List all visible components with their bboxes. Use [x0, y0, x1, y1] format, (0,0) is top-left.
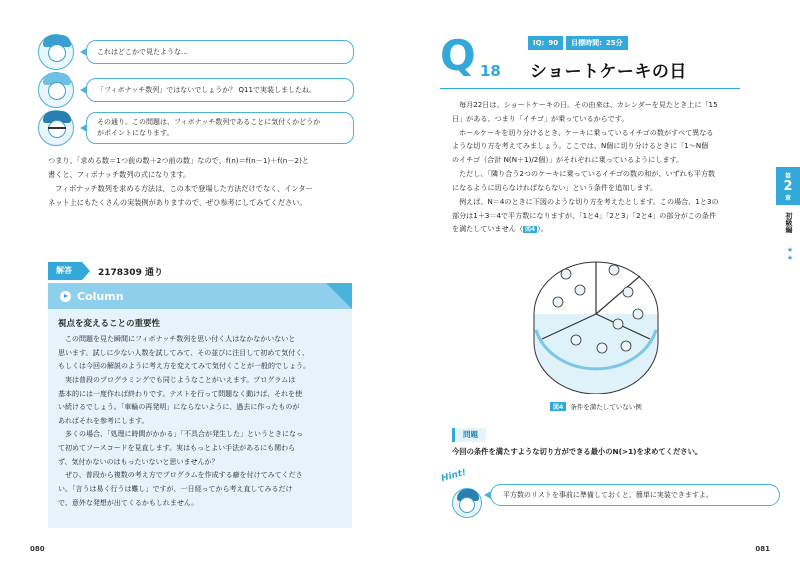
- body-line-text: ）。: [537, 224, 548, 234]
- column-line: 思います。試しに少ない人数を試してみて、その並びに注目して初めて気付く、: [58, 348, 310, 357]
- column-box: [48, 283, 352, 528]
- column-line: あればそれを参考にします。: [58, 416, 149, 425]
- dialogue-text: 「フィボナッチ数列」ではないでしょうか？ Q11で実装しましたね。: [97, 86, 316, 94]
- iq-tag: [528, 36, 563, 50]
- cake-illustration: [530, 244, 670, 394]
- chapter-number: 2: [783, 178, 793, 194]
- dialogue-row-3: [38, 110, 354, 146]
- hint-bubble: [490, 484, 780, 506]
- page-number: 081: [755, 545, 770, 553]
- column-title: Column: [77, 289, 124, 303]
- body-line: ただし、「隣り合う2つのケーキに乗っているイチゴの数の和が、いずれも平方数: [452, 169, 716, 179]
- column-body: [58, 333, 344, 510]
- question-title: ショートケーキの日: [530, 62, 687, 82]
- dialogue-text: これはどこかで見たような…: [97, 48, 188, 56]
- chapter-suffix: 章: [784, 194, 791, 202]
- body-line: ような切り方を考えてみましょう。ここでは、N個に切り分けるときに「1～N個: [452, 141, 709, 151]
- figure-caption-text: 条件を満たしていない例: [570, 403, 642, 411]
- column-line: ぜひ、普段から複数の考え方でプログラムを作成する癖を付けてみてくださ: [58, 471, 303, 480]
- body-line: 日」がある、つまり「イチゴ」が乗っているからです。: [452, 113, 629, 123]
- body-line: になるように切らなければならない」という条件を追加します。: [452, 182, 658, 192]
- meta-tags: [528, 36, 631, 50]
- column-subtitle: 視点を変えることの重要性: [58, 319, 161, 329]
- dialogue-text-line: がポイントになります。: [97, 129, 174, 137]
- body-line: ホールケーキを切り分けるとき、ケーキに乗っているイチゴの数がすべて異なる: [452, 127, 714, 137]
- time-tag: [566, 36, 628, 50]
- hint-label: Hint!: [440, 467, 468, 485]
- column-line: で、意外な発想が出てくるかもしれません。: [58, 498, 199, 507]
- explanation-text: [48, 154, 358, 210]
- column-line: い。「言うは易く行うは難し」ですが、一日経ってから考え直してみるだけ: [58, 485, 293, 494]
- character-avatar-icon: [38, 34, 74, 70]
- column-line: ず、気付かないのはもったいないと思いませんか？: [58, 457, 219, 466]
- answer-value: 2178309 通り: [98, 267, 163, 278]
- column-line: い続けるでしょう。「車輪の再発明」にならないように、過去に作ったものが: [58, 403, 300, 412]
- speech-bubble: [86, 40, 354, 64]
- difficulty-stars: ★★: [786, 246, 794, 262]
- column-line: 基本的には一度作れば終わりです。テストを行って問題なく動けば、それを使: [58, 389, 303, 398]
- body-line: 部分は1＋3＝4で平方数になりますが、「1と4」「2と3」「2と4」の部分がこの条件: [452, 210, 717, 220]
- body-line: ネット上にもたくさんの実装例がありますので、ぜひ参考にしてみてください。: [48, 198, 307, 208]
- right-page: [400, 0, 800, 567]
- figure-reference: 図4: [524, 226, 536, 234]
- speech-bubble: [86, 112, 354, 144]
- column-line: 多くの場合、「処理に時間がかかる」「不具合が発生した」というときになっ: [58, 430, 303, 439]
- body-line: 書くと、フィボナッチ数列の式になります。: [48, 170, 191, 180]
- iq-label: IQ:: [533, 39, 545, 47]
- column-line: て初めてソースコードを見直します。実はもっとよい手法があるにも関わら: [58, 444, 296, 453]
- column-header: [48, 283, 352, 309]
- body-line-text: を満たしていません（: [452, 224, 523, 234]
- column-line: この問題を見た瞬間にフィボナッチ数列を思い付く人はなかなかいないと: [58, 335, 296, 343]
- speech-bubble: [86, 78, 354, 102]
- teacher-avatar-icon: [38, 110, 74, 146]
- figure-label: 図4: [550, 402, 566, 411]
- time-value: 25分: [605, 39, 623, 47]
- play-circle-icon: [60, 291, 71, 302]
- column-line: 実は普段のプログラミングでも同じようなことがいえます。プログラムは: [58, 375, 296, 384]
- answer-block: [48, 262, 163, 280]
- problem-label: 問題: [452, 428, 486, 442]
- dialogue-row-1: [38, 34, 354, 70]
- character-avatar-icon: [38, 72, 74, 108]
- hint-text: 平方数のリストを事前に準備しておくと、簡単に実装できますよ。: [503, 491, 713, 499]
- iq-value: 90: [548, 39, 559, 47]
- time-label: 目標時間:: [571, 39, 602, 47]
- title-divider: [440, 88, 740, 89]
- body-line: 例えば、N＝4のときに下図のような切り方を考えたとします。この場合、1と3の: [452, 196, 719, 206]
- teacher-avatar-icon: [452, 488, 482, 518]
- answer-label: 解答: [48, 262, 82, 280]
- level-label: 初級編: [785, 212, 793, 233]
- chapter-tab: [776, 167, 800, 205]
- corner-fold-decoration: [326, 283, 352, 309]
- question-text: [452, 98, 762, 236]
- body-line: のイチゴ（合計 N(N＋1)/2個）」がそれぞれに乗っているようにします。: [452, 155, 684, 165]
- dialogue-text-line: その通り。この問題は、フィボナッチ数列であることに気付くかどうか: [97, 118, 321, 127]
- body-line: つまり、「求める数＝1つ前の数＋2つ前の数」なので、f(n)＝f(n－1)＋f(n－2)と: [48, 156, 310, 165]
- column-line: もしくは今回の解説のように考え方を変えてみて気付くことが一般的でしょう。: [58, 362, 310, 371]
- question-letter: Q: [440, 31, 476, 80]
- page-number: 080: [30, 545, 45, 553]
- chapter-prefix: 第: [784, 172, 791, 180]
- problem-text: 今回の条件を満たすような切り方ができる最小のN(>1)を求めてください。: [452, 447, 703, 456]
- body-line: 毎月22日は、ショートケーキの日。その由来は、カレンダーを見たとき上に「15: [452, 100, 718, 109]
- dialogue-row-2: [38, 72, 354, 108]
- body-line: [452, 222, 762, 236]
- figure-caption: [550, 402, 642, 411]
- body-line: フィボナッチ数列を求める方法は、この本で登場した方法だけでなく、インター: [48, 184, 313, 194]
- question-number: 18: [480, 62, 501, 80]
